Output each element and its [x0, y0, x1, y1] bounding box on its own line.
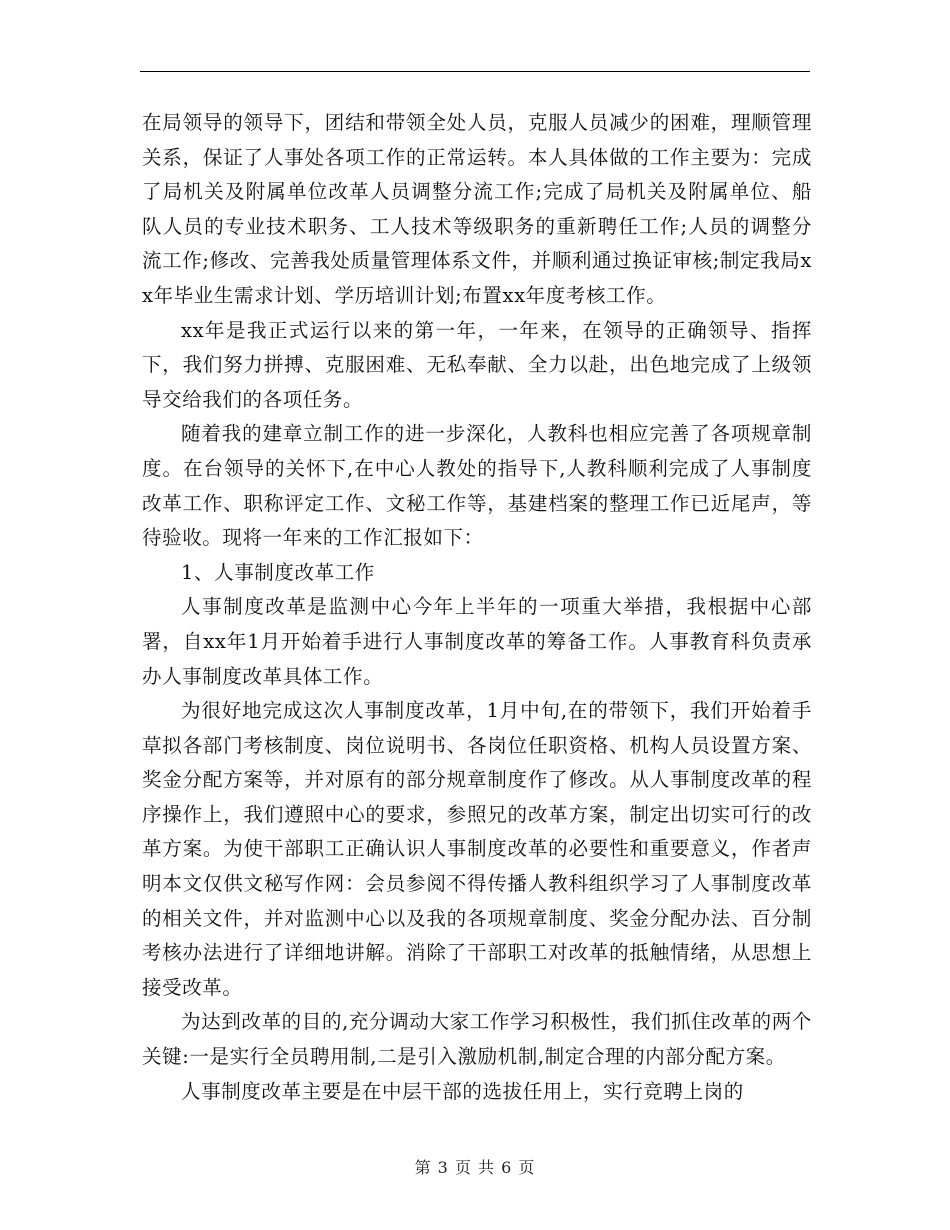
- page-footer: 第 3 页 共 6 页: [414, 1158, 536, 1177]
- header-rule: [140, 71, 810, 72]
- section-heading: 1、人事制度改革工作: [181, 560, 375, 584]
- paragraph-1: 在局领导的领导下，团结和带领全处人员，克服人员减少的困难，理顺管理关系，保证了人事处各项工作的正常运转。本人具体做的工作主要为：完成了局机关及附属单位改革人员调整分流工作;完成了局机关及附属单位、船队人员的专业技术职务、工人技术等级职务的重新聘任工作;人员的调整分流工作;修改、完善我处质量管理体系文件，并顺利通过换证审核;制定我局xx年毕业生需求计划、学历培训计划;布置xx年度考核工作。: [142, 111, 812, 307]
- paragraph-5: 人事制度改革是监测中心今年上半年的一项重大举措，我根据中心部署，自xx年1月开始着手进行人事制度改革的筹备工作。人事教育科负责承办人事制度改革具体工作。: [142, 595, 812, 688]
- paragraph-3: 随着我的建章立制工作的进一步深化，人教科也相应完善了各项规章制度。在台领导的关怀下,在中心人教处的指导下,人教科顺利完成了人事制度改革工作、职称评定工作、文秘工作等，基建档案的整理工作已近尾声，等待验收。现将一年来的工作汇报如下：: [142, 422, 812, 550]
- body-text: [142, 106, 812, 1109]
- paragraph-2: xx年是我正式运行以来的第一年，一年来，在领导的正确领导、指挥下，我们努力拼搏、克服困难、无私奉献、全力以赴，出色地完成了上级领导交给我们的各项任务。: [142, 318, 812, 411]
- paragraph-8: 人事制度改革主要是在中层干部的选拔任用上，实行竞聘上岗的: [181, 1079, 744, 1103]
- paragraph-7: 为达到改革的目的,充分调动大家工作学习积极性，我们抓住改革的两个关键:一是实行全员聘用制,二是引入激励机制,制定合理的内部分配方案。: [142, 1010, 812, 1069]
- paragraph-6: 为很好地完成这次人事制度改革，1月中旬,在的带领下，我们开始着手草拟各部门考核制度、岗位说明书、各岗位任职资格、机构人员设置方案、奖金分配方案等，并对原有的部分规章制度作了修改。从人事制度改革的程序操作上，我们遵照中心的要求，参照兄的改革方案，制定出切实可行的改革方案。为使干部职工正确认识人事制度改革的必要性和重要意义，作者声明本文仅供文秘写作网：会员参阅不得传播人教科组织学习了人事制度改革的相关文件，并对监测中心以及我的各项规章制度、奖金分配办法、百分制考核办法进行了详细地讲解。消除了干部职工对改革的抵触情绪，从思想上接受改革。: [142, 699, 812, 999]
